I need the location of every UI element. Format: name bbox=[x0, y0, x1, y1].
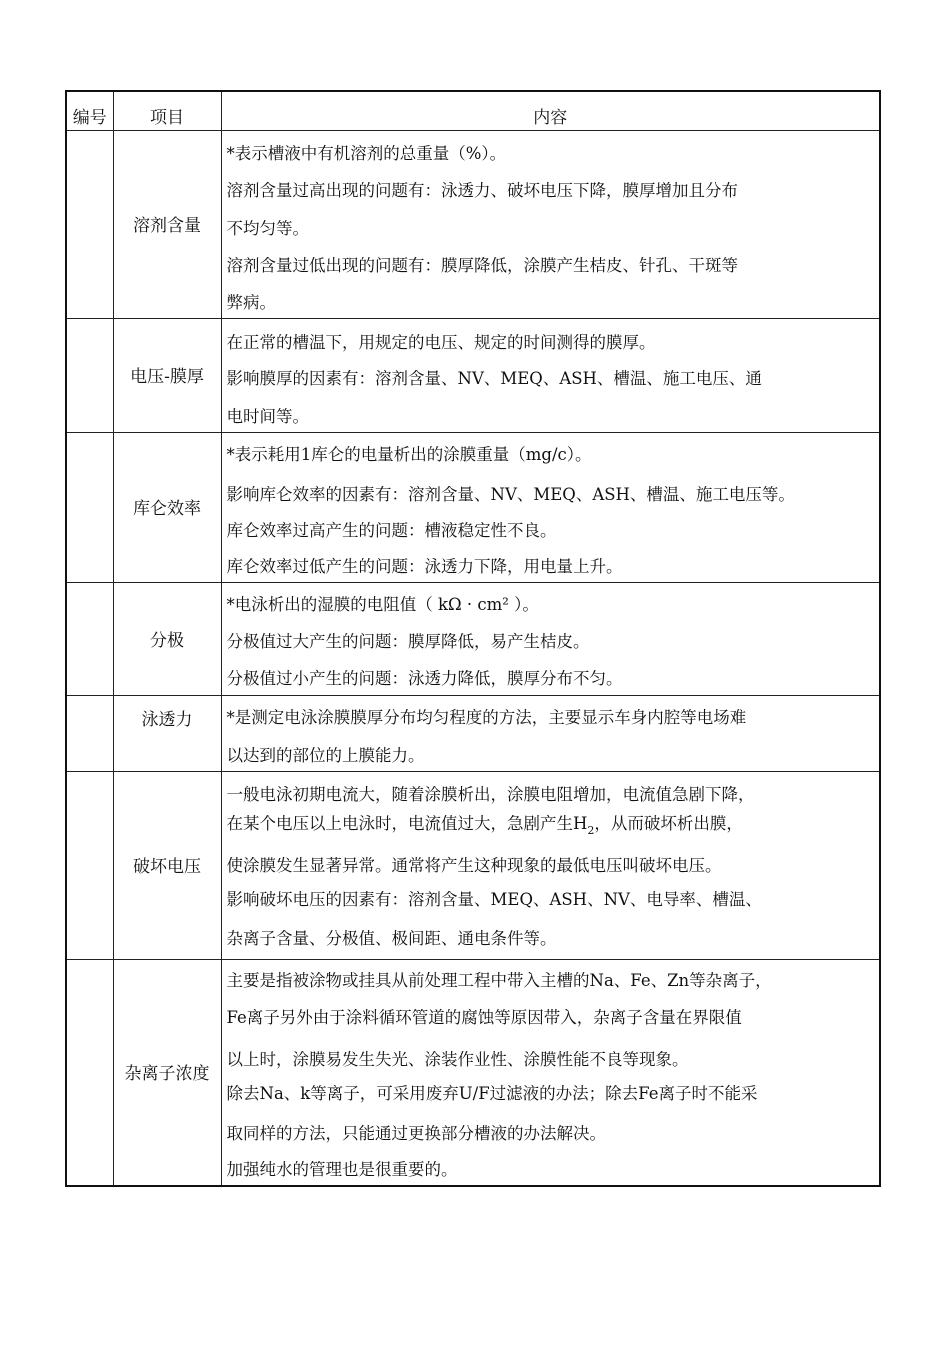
header-no: 编号 bbox=[66, 91, 113, 131]
header-content: 内容 bbox=[221, 91, 880, 131]
item-content bbox=[221, 583, 880, 696]
content-line: 除去Na、k等离子，可采用废弃U/F过滤液的办法；除去Fe离子时不能采 bbox=[226, 1084, 758, 1103]
row-number bbox=[66, 319, 113, 433]
content-line: 分极值过大产生的问题：膜厚降低，易产生桔皮。 bbox=[226, 632, 590, 651]
content-line: 溶剂含量过高出现的问题有：泳透力、破坏电压下降，膜厚增加且分布 bbox=[226, 181, 738, 200]
content-line: 电时间等。 bbox=[226, 407, 309, 426]
content-line: 在某个电压以上电泳时，电流值过大，急剧产生$H_2$，从而破坏析出膜， bbox=[226, 814, 743, 837]
content-line: 主要是指被涂物或挂具从前处理工程中带入主槽的Na、Fe、Zn等杂离子， bbox=[226, 971, 772, 990]
row-number bbox=[66, 433, 113, 583]
item-name: 杂离子浓度 bbox=[113, 960, 221, 1187]
content-line: 加强纯水的管理也是很重要的。 bbox=[226, 1160, 458, 1179]
content-line: 以达到的部位的上膜能力。 bbox=[226, 746, 425, 765]
item-content bbox=[221, 772, 880, 960]
content-line: 不均匀等。 bbox=[226, 219, 309, 238]
spec-table bbox=[65, 90, 881, 1187]
content-line: 影响破坏电压的因素有：溶剂含量、MEQ、ASH、NV、电导率、槽温、 bbox=[226, 890, 762, 909]
row-number bbox=[66, 960, 113, 1187]
item-content bbox=[221, 960, 880, 1187]
content-line: *电泳析出的湿膜的电阻值（ kΩ · cm² ）。 bbox=[226, 595, 539, 614]
item-content bbox=[221, 131, 880, 319]
item-content bbox=[221, 319, 880, 433]
table-row bbox=[66, 960, 880, 1187]
row-number bbox=[66, 696, 113, 772]
table-header-row bbox=[66, 91, 880, 131]
content-line: 分极值过小产生的问题：泳透力降低，膜厚分布不匀。 bbox=[226, 669, 623, 688]
table-row bbox=[66, 131, 880, 319]
item-name: 库仑效率 bbox=[113, 433, 221, 583]
content-line: 一般电泳初期电流大，随着涂膜析出，涂膜电阻增加，电流值急剧下降， bbox=[226, 785, 755, 804]
item-name: 分极 bbox=[113, 583, 221, 696]
content-line: 库仑效率过高产生的问题：槽液稳定性不良。 bbox=[226, 521, 557, 540]
content-line: 弊病。 bbox=[226, 293, 276, 312]
content-line: *表示耗用1库仑的电量析出的涂膜重量（mg/c）。 bbox=[226, 445, 592, 464]
row-number bbox=[66, 772, 113, 960]
content-line: 使涂膜发生显著异常。通常将产生这种现象的最低电压叫破坏电压。 bbox=[226, 856, 722, 875]
table-row bbox=[66, 319, 880, 433]
content-line: 影响库仑效率的因素有：溶剂含量、NV、MEQ、ASH、槽温、施工电压等。 bbox=[226, 485, 795, 504]
table-row bbox=[66, 772, 880, 960]
content-line: 影响膜厚的因素有：溶剂含量、NV、MEQ、ASH、槽温、施工电压、通 bbox=[226, 369, 762, 388]
content-line: 取同样的方法，只能通过更换部分槽液的办法解决。 bbox=[226, 1124, 606, 1143]
content-line: 以上时，涂膜易发生失光、涂装作业性、涂膜性能不良等现象。 bbox=[226, 1050, 689, 1069]
item-name: 破坏电压 bbox=[113, 772, 221, 960]
content-line: 库仑效率过低产生的问题：泳透力下降，用电量上升。 bbox=[226, 557, 623, 576]
table-row bbox=[66, 433, 880, 583]
content-line: 杂离子含量、分极值、极间距、通电条件等。 bbox=[226, 929, 557, 948]
item-name: 电压-膜厚 bbox=[113, 319, 221, 433]
content-line: 溶剂含量过低出现的问题有：膜厚降低，涂膜产生桔皮、针孔、干斑等 bbox=[226, 256, 738, 275]
table-row bbox=[66, 583, 880, 696]
item-content bbox=[221, 696, 880, 772]
content-line: *是测定电泳涂膜膜厚分布均匀程度的方法，主要显示车身内腔等电场难 bbox=[226, 708, 747, 727]
content-line: Fe离子另外由于涂料循环管道的腐蚀等原因带入，杂离子含量在界限值 bbox=[226, 1008, 742, 1027]
item-content bbox=[221, 433, 880, 583]
header-item: 项目 bbox=[113, 91, 221, 131]
row-number bbox=[66, 583, 113, 696]
content-line: *表示槽液中有机溶剂的总重量（%）。 bbox=[226, 144, 507, 163]
row-number bbox=[66, 131, 113, 319]
item-name: 泳透力 bbox=[113, 696, 221, 772]
item-name: 溶剂含量 bbox=[113, 131, 221, 319]
content-line: 在正常的槽温下，用规定的电压、规定的时间测得的膜厚。 bbox=[226, 333, 656, 352]
table-row bbox=[66, 696, 880, 772]
